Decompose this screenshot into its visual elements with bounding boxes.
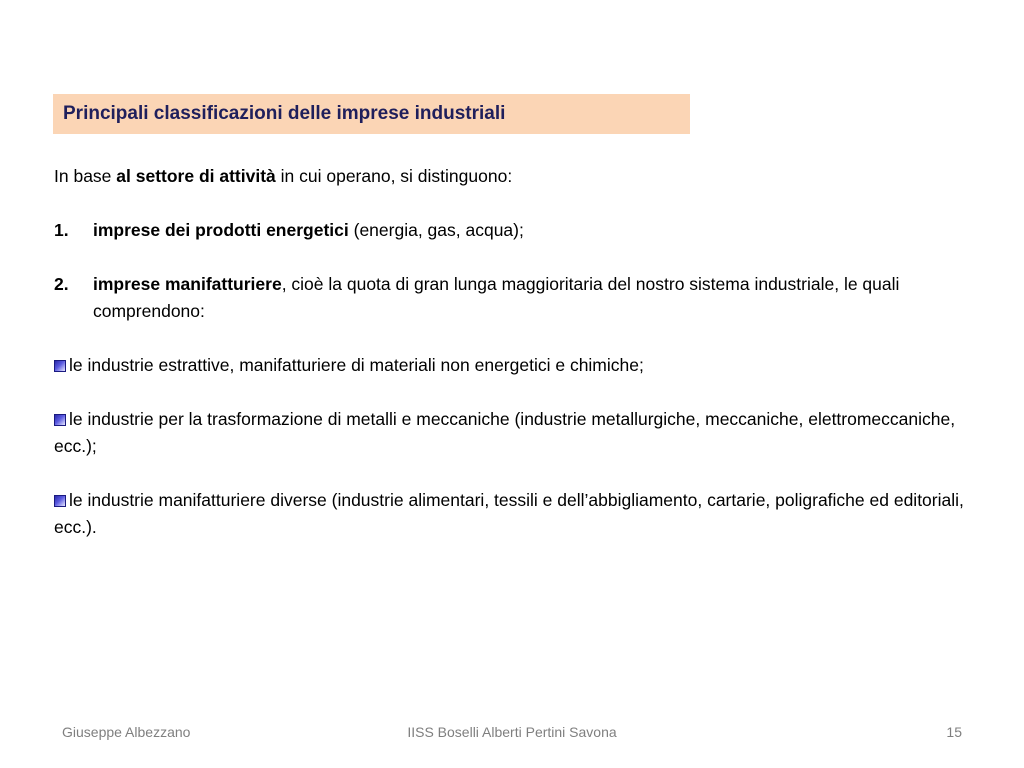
square-bullet-icon [54,495,66,507]
intro-suffix: in cui operano, si distinguono: [275,166,513,186]
bullet-item-3 [54,487,994,541]
bullet-item-1 [54,352,994,379]
intro-bold: al settore di attività [116,166,276,186]
bullet-text: le industrie estrattive, manifatturiere di materiali non energetici e chimiche; [69,355,644,375]
intro-prefix: In base [54,166,117,186]
slide-title-box [53,94,690,134]
footer-page-number: 15 [946,724,962,740]
bullet-text: le industrie manifatturiere diverse (industrie alimentari, tessili e dell’abbigliamento, cartarie, poligrafiche ed editoriali, ecc.). [54,490,964,537]
slide-content [54,163,994,541]
item-number: 2. [54,274,69,294]
bullet-text: le industrie per la trasformazione di metalli e meccaniche (industrie metallurgiche, meccaniche, elettromeccaniche, ecc.); [54,409,956,456]
intro-paragraph [54,163,994,190]
item-number: 1. [54,220,69,240]
item-bold: imprese dei prodotti energetici [93,220,349,240]
item-body [93,217,994,244]
numbered-item-2 [54,271,994,325]
footer-school: IISS Boselli Alberti Pertini Savona [407,724,617,740]
square-bullet-icon [54,414,66,426]
item-body [93,271,994,325]
item-text: , cioè la quota di gran lunga maggioritaria del nostro sistema industriale, le quali comprendono: [93,274,900,321]
footer-author: Giuseppe Albezzano [62,724,191,740]
item-text: (energia, gas, acqua); [348,220,524,240]
bullet-item-2 [54,406,994,460]
slide-title: Principali classificazioni delle imprese industriali [63,103,506,124]
square-bullet-icon [54,360,66,372]
item-bold: imprese manifatturiere [93,274,282,294]
numbered-item-1 [54,217,994,244]
